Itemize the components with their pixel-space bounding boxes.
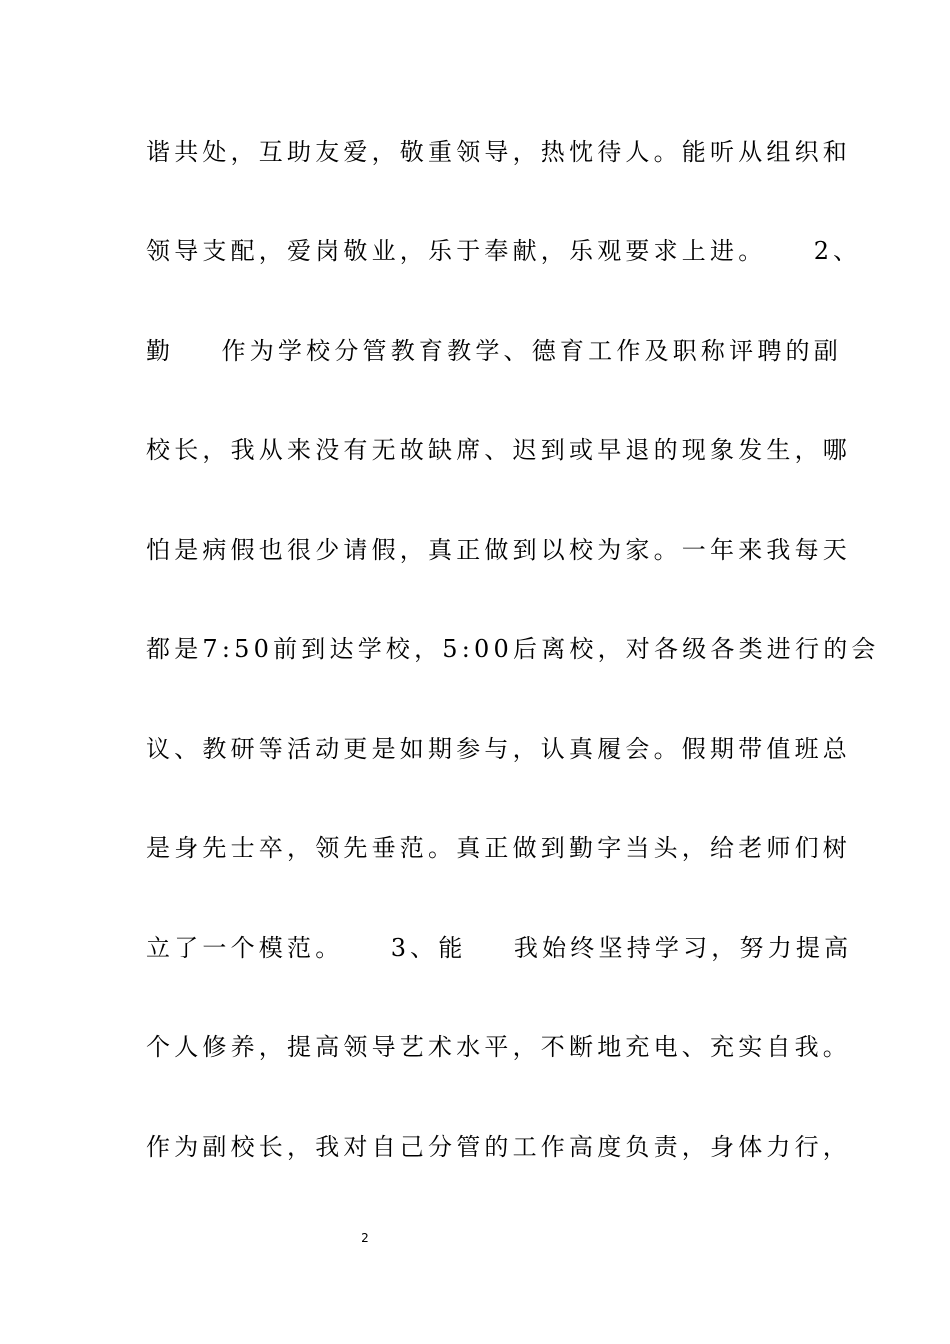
text-line-5: 怕是病假也很少请假，真正做到以校为家。一年来我每天	[146, 536, 851, 564]
page-number: 2	[361, 1231, 369, 1245]
text-line-1: 谐共处，互助友爱，敬重领导，热忱待人。能听从组织和	[146, 138, 851, 166]
text-line-10: 个人修养，提高领导艺术水平，不断地充电、充实自我。	[146, 1033, 851, 1061]
text-line-9: 立了一个模范。 3、能 我始终坚持学习，努力提高	[146, 934, 853, 962]
text-line-11: 作为副校长，我对自己分管的工作高度负责，身体力行，	[146, 1133, 851, 1161]
text-line-8: 是身先士卒，领先垂范。真正做到勤字当头，给老师们树	[146, 834, 851, 862]
text-line-6: 都是7:50前到达学校，5:00后离校，对各级各类进行的会	[146, 635, 880, 663]
text-line-3: 勤 作为学校分管教育教学、德育工作及职称评聘的副	[146, 337, 842, 365]
text-line-7: 议、教研等活动更是如期参与，认真履会。假期带值班总	[146, 735, 851, 763]
text-line-4: 校长，我从来没有无故缺席、迟到或早退的现象发生，哪	[146, 436, 851, 464]
text-line-2: 领导支配，爱岗敬业，乐于奉献，乐观要求上进。 2、	[146, 237, 862, 265]
